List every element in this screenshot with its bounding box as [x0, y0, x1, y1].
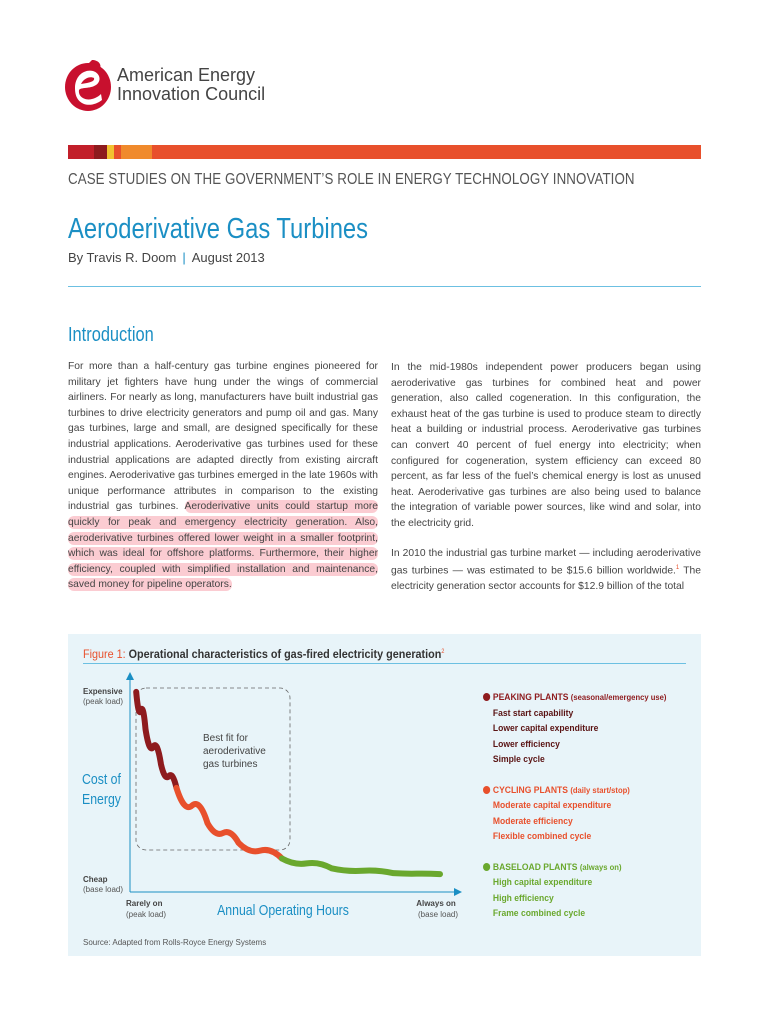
curve-baseload-plants: [282, 858, 440, 874]
legend-name: PEAKING PLANTS: [492, 692, 571, 703]
x-right-sublabel: (base load): [418, 910, 459, 919]
y-top-sublabel: (peak load): [83, 697, 124, 706]
legend-heading: [483, 783, 677, 799]
legend-sub: (daily start/stop): [570, 784, 630, 795]
y-axis-title-line1: Cost of: [82, 770, 121, 788]
curve-peaking-plants: [136, 692, 176, 788]
footnote-ref: 1: [675, 565, 680, 572]
x-axis-title: Annual Operating Hours: [217, 901, 349, 919]
legend-item: Moderate capital expenditure: [492, 800, 612, 811]
legend-item: Moderate efficiency: [492, 815, 573, 827]
figure-source: Source: Adapted from Rolls-Royce Energy Systems: [83, 938, 267, 947]
y-bottom-label: Cheap: [83, 875, 108, 884]
figure-footnote-ref: 2: [441, 649, 445, 655]
byline-separator: |: [182, 250, 186, 265]
cost-curve-group: [136, 692, 440, 874]
legend-sub: (always on): [579, 861, 622, 872]
best-fit-label-line3: gas turbines: [203, 759, 258, 770]
curve-cycling-plants: [177, 788, 282, 859]
figure-label: Figure 1:: [83, 647, 126, 661]
intro-text: For more than a half-century gas turbine engines pioneered for military jet fighters have hung under the wings of commercial airliners. For nearly as long, manufacturers have built industrial gas turbines to drive electricity generators and pump oil and gas. Many gas turbines, large and small, are designed specifically for these industrial applications. Aeroderivative gas turbines used for these industrial applications are adapted directly from existing aircraft engines. Aeroderivative gas turbines emerged in the late 1960s with unique performance attributes in comparison to the existing industrial gas turbines.: [68, 361, 378, 513]
legend-sub: (seasonal/emergency use): [570, 692, 667, 702]
legend-name: CYCLING PLANTS: [492, 784, 571, 796]
legend-dot-icon: [483, 786, 490, 794]
legend-item: High capital expenditure: [492, 877, 593, 888]
legend-item: Flexible combined cycle: [492, 831, 592, 842]
legend-group-peaking-plants: [483, 690, 698, 768]
page-title: Aeroderivative Gas Turbines: [68, 213, 369, 245]
section-heading-introduction: Introduction: [68, 324, 154, 346]
best-fit-label-line1: Best fit for: [203, 733, 249, 744]
author: By Travis R. Doom: [68, 250, 177, 265]
legend-dot-icon: [483, 693, 490, 701]
intro-column-left: [68, 359, 378, 593]
intro-column-right: [391, 360, 701, 595]
x-left-label: Rarely on: [126, 899, 163, 908]
legend-item: Fast start capability: [492, 707, 574, 719]
org-name: [117, 66, 265, 104]
paragraph-market: [391, 546, 701, 595]
legend-heading: [483, 690, 677, 706]
legend-item: Lower capital expenditure: [492, 723, 599, 734]
legend-item: Simple cycle: [492, 754, 545, 765]
series-title: CASE STUDIES ON THE GOVERNMENT’S ROLE IN ENERGY TECHNOLOGY INNOVATION: [68, 171, 635, 188]
legend-heading: [483, 860, 677, 876]
market-text: In 2010 the industrial gas turbine market — including aeroderivative gas turbines — was estimated to be $15.6 billion worldwide.: [391, 547, 701, 577]
legend-item: Frame combined cycle: [492, 908, 586, 919]
legend-item: High efficiency: [492, 892, 554, 904]
intro-paragraph: [68, 359, 378, 593]
x-left-sublabel: (peak load): [126, 910, 167, 919]
legend-dot-icon: [483, 863, 490, 871]
aeic-logo-icon: [62, 54, 114, 116]
figure-title: [83, 647, 444, 661]
y-top-label: Expensive: [83, 687, 123, 696]
legend-name: BASELOAD PLANTS: [492, 861, 580, 873]
chart-legend: [483, 690, 698, 937]
highlighted-text: Aeroderivative units could startup more quickly for peak and emergency electricity generation. Also, aeroderivative turbines offered lower weight in a smaller footprint, which was ideal for offshore platforms. Furthermore, their higher efficiency, coupled with simplified installation and maintenance, saved money for pipeline operators.: [68, 501, 378, 591]
x-right-label: Always on: [416, 899, 456, 908]
best-fit-label-line2: aeroderivative: [203, 746, 266, 757]
header-divider: [68, 286, 701, 287]
org-name-line1: American Energy: [117, 65, 256, 85]
legend-item: Lower efficiency: [492, 738, 560, 750]
market-text-rest: The electricity generation sector accounts for $12.9 billion of the total: [391, 565, 702, 593]
cost-vs-hours-chart: [68, 664, 468, 926]
paragraph-cogeneration: In the mid-1980s independent power producers began using aeroderivative gas turbines for combined heat and power generation, also called cogeneration. In this configuration, the exhaust heat of the gas turbine is used to produce steam to directly heat a building or industrial process. Aeroderivative gas turbines can convert 40 percent of fuel energy into electricity; when configured for cogeneration, system efficiency can exceed 80 percent, as far less of the fuel’s chemical energy is lost as unused heat. Aeroderivative gas turbines are also being used to balance the integration of variable power sources, like wind and solar, into the electricity grid.: [391, 362, 701, 529]
decorative-color-bar: [68, 145, 701, 159]
org-name-line2: Innovation Council: [117, 84, 266, 104]
y-bottom-sublabel: (base load): [83, 885, 124, 894]
figure-description: Operational characteristics of gas-fired electricity generation: [128, 647, 442, 661]
byline: [68, 250, 265, 265]
y-axis-title-line2: Energy: [82, 790, 121, 808]
publication-date: August 2013: [191, 250, 265, 265]
legend-group-baseload-plants: [483, 860, 698, 922]
legend-group-cycling-plants: [483, 783, 698, 845]
